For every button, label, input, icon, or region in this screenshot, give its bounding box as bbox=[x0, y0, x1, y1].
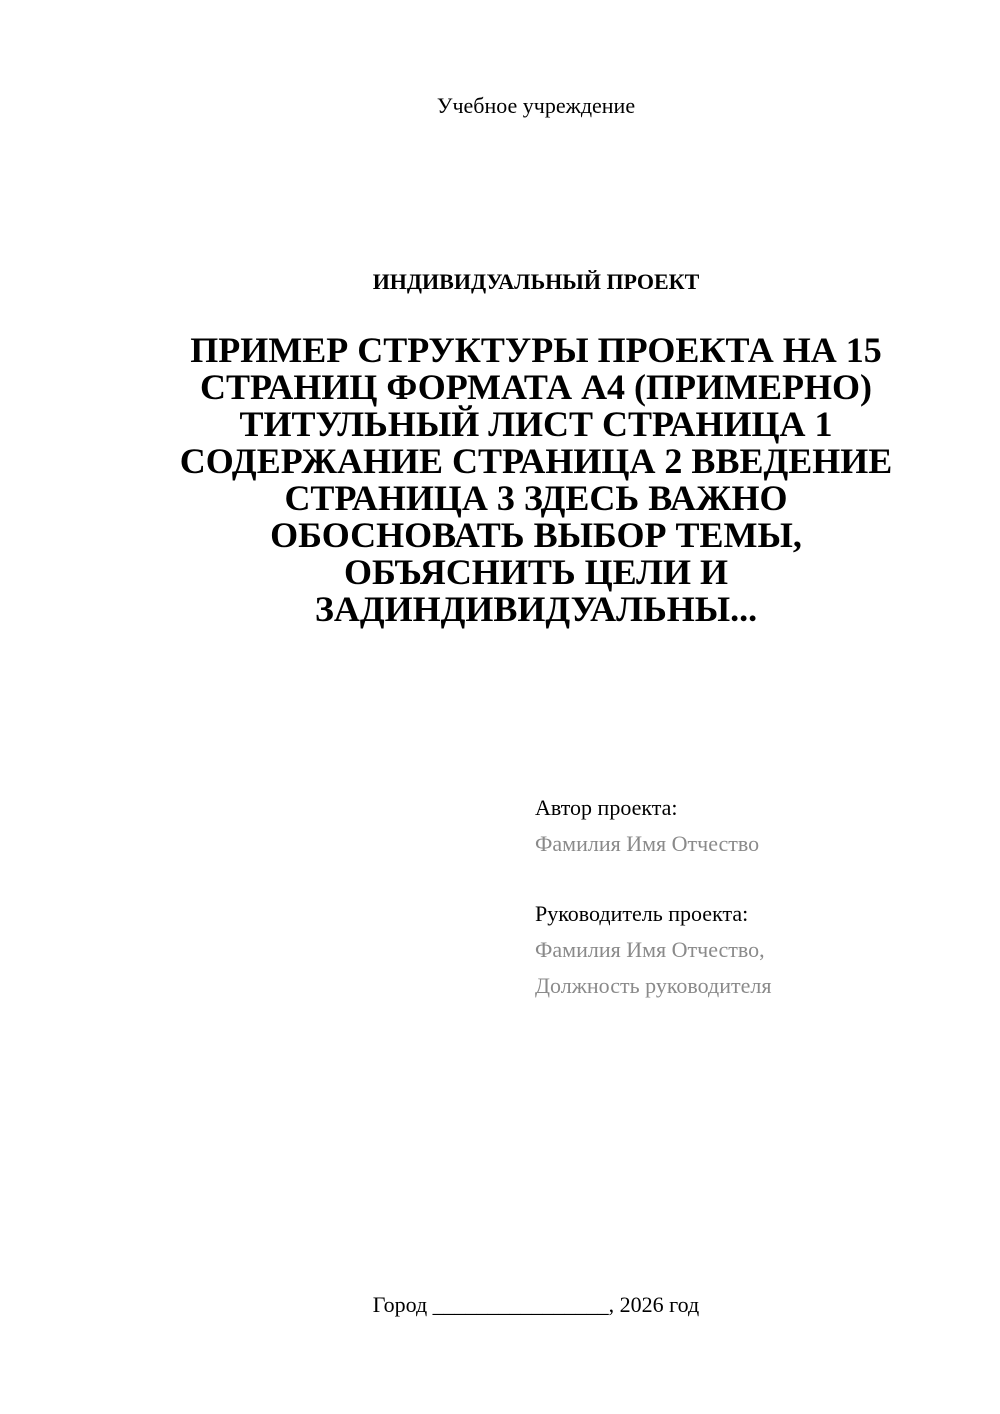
project-type-heading: ИНДИВИДУАЛЬНЫЙ ПРОЕКТ bbox=[372, 269, 700, 294]
author-label: Автор проекта: bbox=[535, 795, 678, 820]
author-name: Фамилия Имя Отчество bbox=[535, 831, 760, 856]
project-title bbox=[120, 332, 952, 628]
supervisor-name: Фамилия Имя Отчество, bbox=[535, 937, 765, 962]
project-title-line: ЗАДИНДИВИДУАЛЬНЫ... bbox=[314, 589, 758, 629]
project-title-line: СТРАНИЦ ФОРМАТА А4 (ПРИМЕРНО) bbox=[199, 367, 873, 407]
project-title-line: ТИТУЛЬНЫЙ ЛИСТ СТРАНИЦА 1 bbox=[239, 404, 833, 444]
project-title-line: ОБОСНОВАТЬ ВЫБОР ТЕМЫ, bbox=[270, 515, 802, 555]
project-title-line: ОБЪЯСНИТЬ ЦЕЛИ И bbox=[344, 552, 728, 592]
authors-block bbox=[535, 790, 955, 1004]
supervisor-label: Руководитель проекта: bbox=[535, 901, 749, 926]
city-year-footer: Город ________________, 2026 год bbox=[372, 1292, 700, 1317]
institution-name: Учебное учреждение bbox=[436, 93, 636, 118]
supervisor-position: Должность руководителя bbox=[535, 973, 772, 998]
project-title-line: СТРАНИЦА 3 ЗДЕСЬ ВАЖНО bbox=[284, 478, 788, 518]
project-title-line: СОДЕРЖАНИЕ СТРАНИЦА 2 ВВЕДЕНИЕ bbox=[179, 441, 893, 481]
spacer bbox=[535, 862, 955, 896]
project-title-line: ПРИМЕР СТРУКТУРЫ ПРОЕКТА НА 15 bbox=[190, 330, 882, 370]
